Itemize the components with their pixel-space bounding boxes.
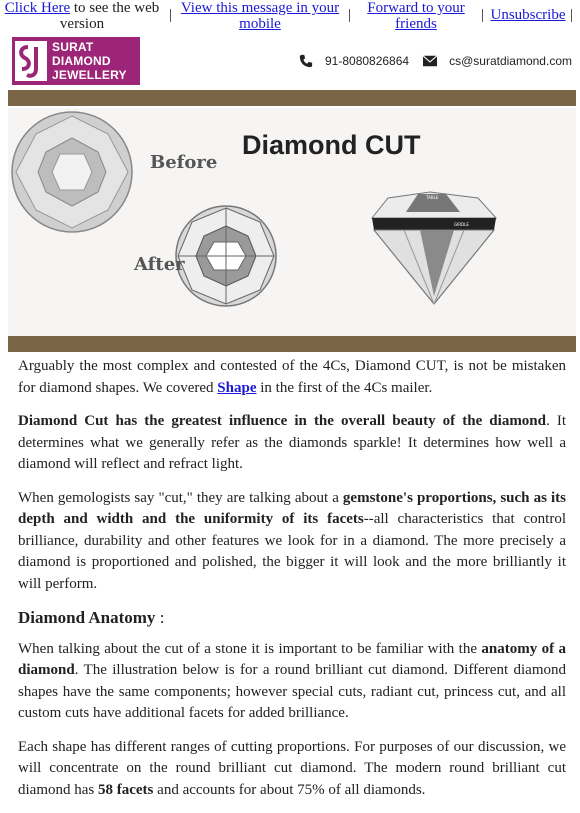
heading-colon: :	[155, 608, 165, 627]
separator: |	[348, 7, 352, 23]
text-span: and accounts for about 75% of all diamonds.	[153, 781, 426, 798]
intro-paragraph	[18, 356, 566, 399]
text-span: in the first of the 4Cs mailer.	[256, 379, 433, 396]
web-version-cell	[4, 0, 160, 32]
brand-logo[interactable]	[12, 37, 140, 85]
bold-text: anatomy of a diamond	[18, 640, 566, 678]
after-label: After	[134, 254, 185, 275]
text-span: When gemologists say "cut," they are talking about a	[18, 489, 343, 506]
phone-icon	[299, 54, 313, 68]
heading-text: Diamond Anatomy	[18, 608, 156, 627]
logo-wordmark	[52, 40, 127, 82]
text-span: When talking about the cut of a stone it is important to be familiar with the	[18, 640, 482, 657]
anatomy-paragraph	[18, 639, 566, 725]
article-body	[18, 356, 566, 813]
email-icon	[423, 54, 437, 68]
influence-paragraph	[18, 411, 566, 476]
separator: |	[169, 7, 173, 23]
phone-number[interactable]: 91-8080826864	[325, 54, 410, 68]
shape-link[interactable]: Shape	[217, 379, 257, 396]
logo-monogram-icon	[14, 39, 48, 83]
anatomy-heading	[18, 607, 566, 629]
logo-line: SURAT	[52, 40, 94, 54]
logo-line: JEWELLERY	[52, 68, 127, 82]
web-version-text: to see the web version	[59, 0, 160, 32]
mobile-view-link[interactable]: View this message in your mobile	[180, 0, 340, 32]
text-span: . The illustration below is for a round brilliant cut diamond. Different diamond shapes have the same components; however special cuts, radiant cut, princess cut, and all custom cuts have additional facets for added brilliance.	[18, 662, 566, 721]
hero-banner-image[interactable]	[8, 108, 576, 336]
before-label: Before	[150, 152, 218, 173]
forward-link[interactable]: Forward to your friends	[367, 0, 465, 32]
logo-line: DIAMOND	[52, 54, 111, 68]
separator: |	[570, 7, 574, 23]
bold-text: 58 facets	[98, 781, 154, 798]
top-links-bar	[0, 0, 580, 32]
gemologist-paragraph	[18, 488, 566, 596]
text-span: Arguably the most complex and contested of the 4Cs, Diamond CUT, is not be mistaken for diamond shapes. We covered	[18, 358, 566, 396]
girdle-label: GIRDLE	[454, 222, 469, 227]
bold-text: gemstone's proportions, such as its depth and width and the uniformity of its facets	[18, 489, 566, 527]
text-span: Each shape has different ranges of cutting proportions. For purposes of our discussion, we will concentrate on the round brilliant cut diamond. The modern round brilliant cut diamond has	[18, 738, 566, 798]
unsubscribe-link[interactable]: Unsubscribe	[490, 7, 566, 23]
bold-text: Diamond Cut has the greatest influence in the overall beauty of the diamond	[18, 413, 546, 429]
text-span: --all characteristics that control brilliance, durability and other features we look for in a diamond. The more precisely a diamond is proportioned and polished, the bigger it will look and the more brilliantly it will perform.	[18, 511, 566, 592]
contact-info	[299, 52, 572, 70]
email-address[interactable]: cs@suratdiamond.com	[449, 54, 572, 68]
divider-band	[8, 336, 576, 352]
divider-band	[8, 90, 576, 106]
unsubscribe-cell	[490, 7, 566, 23]
text-span: . It determines what we generally refer as the diamonds sparkle! It determines how well a diamond will reflect and refract light.	[18, 413, 566, 472]
web-version-link[interactable]: Click Here	[4, 0, 71, 16]
forward-cell	[360, 0, 472, 32]
proportions-paragraph	[18, 737, 566, 802]
separator: |	[481, 7, 485, 23]
email-header	[8, 32, 576, 90]
mobile-cell	[180, 0, 340, 32]
hero-title: Diamond CUT	[242, 130, 421, 160]
table-label: TABLE	[426, 195, 439, 200]
